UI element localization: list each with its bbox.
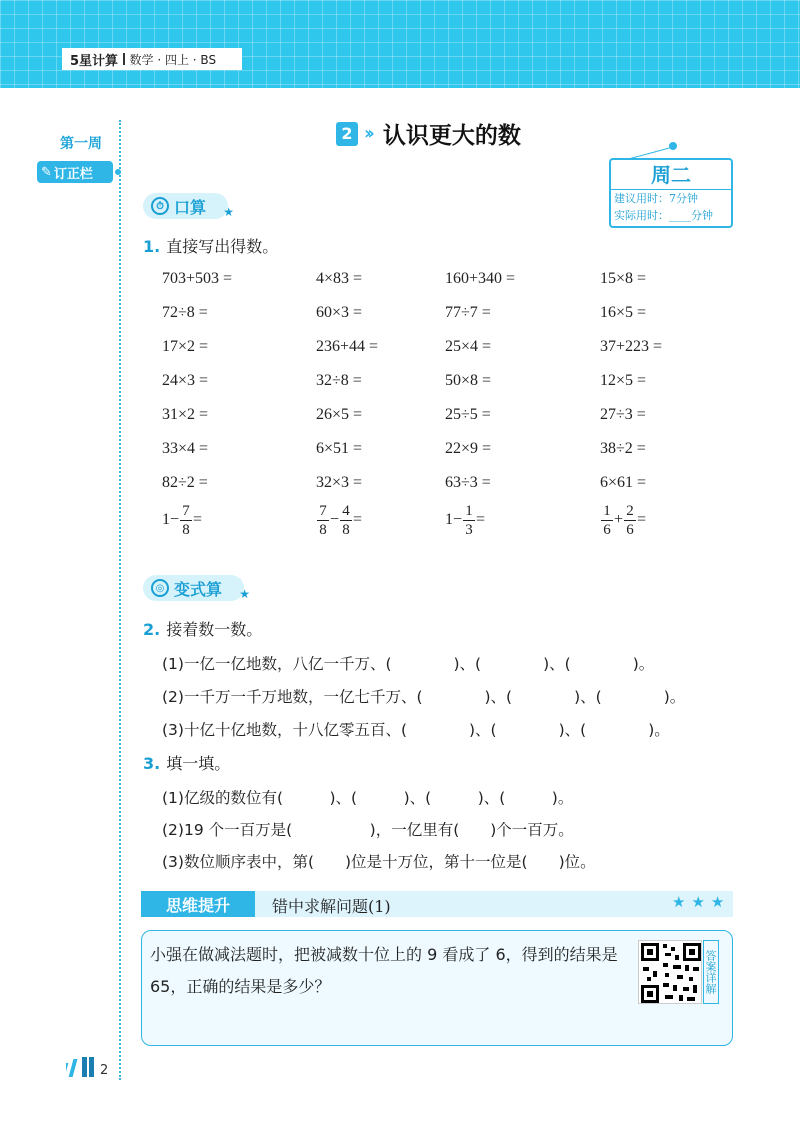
- fraction-prefix: 1−: [445, 511, 463, 529]
- section-title: [336, 117, 521, 150]
- calc-expression: 25÷5 =: [445, 406, 491, 423]
- calc-expression: 22×9 =: [445, 440, 492, 457]
- calc-expression: 33×4 =: [162, 440, 209, 457]
- day-label: 周二: [611, 160, 731, 190]
- fraction-expression: [445, 502, 485, 539]
- thinking-label: 思维提升: [141, 891, 255, 917]
- denominator: 8: [182, 522, 190, 538]
- sidebar-dotted-line: [119, 120, 121, 1080]
- section-title-text: 认识更大的数: [382, 123, 521, 149]
- denominator: 6: [626, 522, 634, 538]
- calc-expression: 6×61 =: [600, 474, 647, 491]
- q2-item-3: (3)十亿十亿地数，十八亿零五百、( )、( )、( )。: [162, 721, 670, 739]
- calc-expression: 26×5 =: [316, 406, 363, 423]
- question-text: 直接写出得数。: [166, 237, 279, 256]
- suggested-time: 建议用时：7分钟: [614, 192, 698, 205]
- actual-time: 实际用时：____分钟: [614, 209, 713, 222]
- calc-expression: 77÷7 =: [445, 304, 491, 321]
- calc-expression: 17×2 =: [162, 338, 209, 355]
- denominator: 6: [603, 522, 611, 538]
- pencil-icon: ✎: [41, 164, 52, 180]
- tag-variant-text: 变式算: [174, 579, 223, 599]
- target-icon: ◎: [151, 579, 169, 597]
- equals-sign: =: [353, 511, 363, 529]
- subject-label: 数学 · 四上 · BS: [129, 52, 217, 67]
- correction-text: 订正栏: [53, 166, 93, 182]
- calc-expression: 4×83 =: [316, 270, 363, 287]
- thinking-title: 错中求解问题(1): [272, 897, 391, 916]
- operator: −: [330, 511, 340, 529]
- fraction: [601, 502, 613, 539]
- hanging-string: [627, 146, 676, 160]
- calc-expression: 24×3 =: [162, 372, 209, 389]
- denominator: 8: [342, 522, 350, 538]
- q2-item-2: (2)一千万一千万地数，一亿七千万、( )、( )、( )。: [162, 688, 686, 706]
- brand-name: 5星计算: [70, 53, 119, 69]
- week-label: 第一周: [60, 136, 102, 152]
- fraction: [624, 502, 636, 539]
- tag-mental-math: [143, 193, 235, 219]
- question-text: 接着数一数。: [166, 620, 263, 639]
- question-3: [143, 751, 230, 774]
- question-number: 3.: [143, 754, 161, 773]
- calc-expression: 38÷2 =: [600, 440, 646, 457]
- numerator: 2: [626, 503, 634, 519]
- q3-item-1: (1)亿级的数位有( )、( )、( )、( )。: [162, 789, 574, 807]
- calc-expression: 236+44 =: [316, 338, 379, 355]
- tag-variant: [143, 575, 251, 601]
- denominator: 3: [465, 522, 473, 538]
- calc-expression: 15×8 =: [600, 270, 647, 287]
- header-pill: [62, 48, 242, 70]
- numerator: 7: [319, 503, 327, 519]
- calc-expression: 6×51 =: [316, 440, 363, 457]
- fraction: [463, 502, 475, 539]
- calc-expression: 63÷3 =: [445, 474, 491, 491]
- star-icon: ★: [223, 205, 235, 219]
- difficulty-stars: ★★★: [672, 893, 731, 911]
- fraction-expression: [316, 502, 362, 539]
- question-number: 1.: [143, 237, 161, 256]
- calc-expression: 32×3 =: [316, 474, 363, 491]
- top-banner: [0, 0, 800, 88]
- qr-code[interactable]: [638, 940, 702, 1004]
- fraction: [340, 502, 352, 539]
- equals-sign: =: [193, 511, 203, 529]
- chevron-right-icon: ››: [364, 123, 371, 144]
- calc-expression: 60×3 =: [316, 304, 363, 321]
- correction-column-label: [37, 161, 113, 183]
- equals-sign: =: [476, 511, 486, 529]
- problem-text: 小强在做减法题时，把被减数十位上的 9 看成了 6，得到的结果是 65，正确的结果是多少？: [150, 945, 618, 996]
- fraction: [317, 502, 329, 539]
- calc-expression: 32÷8 =: [316, 372, 362, 389]
- pin-icon: [669, 142, 677, 150]
- calc-expression: 72÷8 =: [162, 304, 208, 321]
- calc-expression: 12×5 =: [600, 372, 647, 389]
- section-number: 2: [336, 122, 358, 146]
- dot-icon: [115, 169, 121, 175]
- fraction-prefix: 1−: [162, 511, 180, 529]
- calc-expression: 160+340 =: [445, 270, 516, 287]
- question-number: 2.: [143, 620, 161, 639]
- calc-expression: 16×5 =: [600, 304, 647, 321]
- q2-item-1: (1)一亿一亿地数，八亿一千万、( )、( )、( )。: [162, 655, 655, 673]
- question-text: 填一填。: [166, 754, 231, 773]
- numerator: 4: [342, 503, 350, 519]
- operator: +: [614, 511, 624, 529]
- star-icon: ★: [239, 587, 251, 601]
- stopwatch-icon: ⏱: [151, 197, 169, 215]
- page-number: 2: [100, 1063, 109, 1078]
- answer-detail-label: 答案详解: [703, 940, 719, 1004]
- q3-item-3: (3)数位顺序表中，第( )位是十万位，第十一位是( )位。: [162, 853, 596, 871]
- tag-mental-text: 口算: [174, 197, 207, 217]
- calc-expression: 27÷3 =: [600, 406, 646, 423]
- calc-expression: 37+223 =: [600, 338, 663, 355]
- footer-logo: [66, 1057, 96, 1081]
- calc-expression: 82÷2 =: [162, 474, 208, 491]
- calc-expression: 50×8 =: [445, 372, 492, 389]
- denominator: 8: [319, 522, 327, 538]
- calc-expression: 25×4 =: [445, 338, 492, 355]
- question-1: [143, 234, 278, 257]
- header-divider: [123, 53, 125, 65]
- numerator: 1: [465, 503, 473, 519]
- equals-sign: =: [637, 511, 647, 529]
- fraction-expression: [600, 502, 646, 539]
- question-2: [143, 617, 262, 640]
- calc-expression: 703+503 =: [162, 270, 233, 287]
- calc-expression: 31×2 =: [162, 406, 209, 423]
- fraction-expression: [162, 502, 202, 539]
- q3-item-2: (2)19 个一百万是( )，一亿里有( )个一百万。: [162, 821, 574, 839]
- numerator: 1: [603, 503, 611, 519]
- day-card: [609, 158, 733, 228]
- fraction: [180, 502, 192, 539]
- numerator: 7: [182, 503, 190, 519]
